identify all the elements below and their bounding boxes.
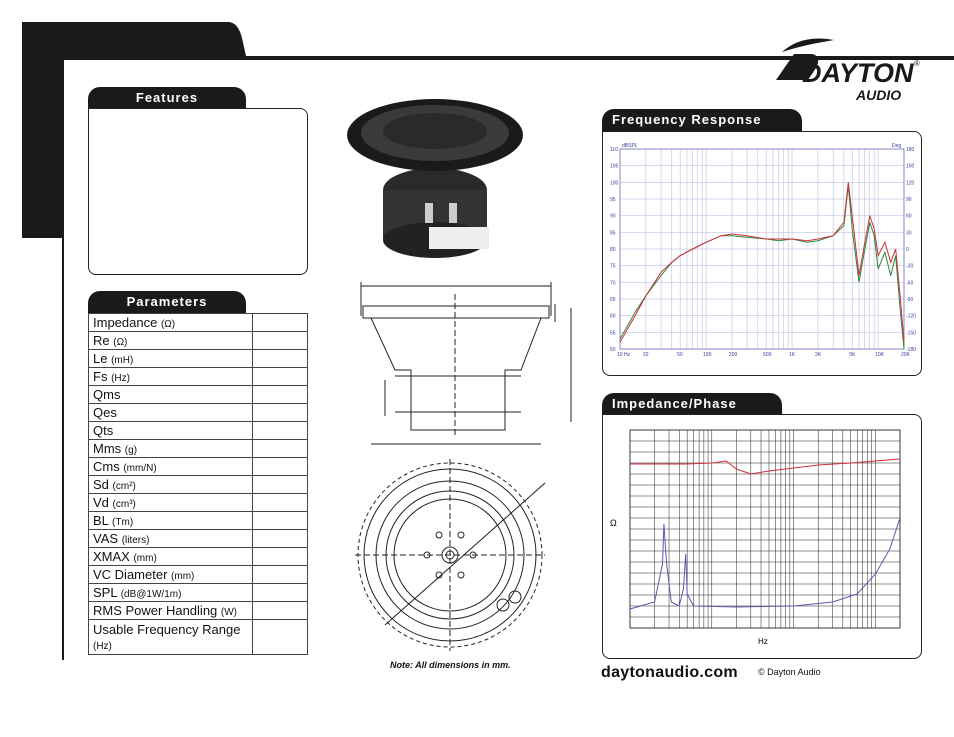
freq-x-tick: 5K [849,352,856,358]
parameter-unit: (mH) [111,355,134,366]
parameter-name: Vd [93,495,109,510]
logo-sub: AUDIO [856,87,902,102]
parameters-tab: Parameters [88,291,246,313]
parameter-row [89,566,308,584]
impedance-phase-chart [602,414,922,659]
parameter-label [89,530,253,548]
freq-y-right-tick: 120 [906,180,915,187]
freq-y-left-tick: 75 [610,263,616,270]
parameter-name: BL [93,513,109,528]
freq-x-tick: 500 [763,352,772,358]
freq-y-left-tick: 110 [610,147,618,153]
logo-swoosh-icon [782,39,834,53]
impedance-tab: Impedance/Phase [602,393,782,415]
footer-copyright: © Dayton Audio [758,667,821,677]
parameter-label [89,548,253,566]
parameter-row [89,548,308,566]
parameter-unit: (Ω) [160,319,176,330]
parameter-value [252,512,307,530]
parameter-unit: (liters) [121,535,150,546]
parameter-value [252,368,307,386]
freq-y-left-tick: 50 [610,347,616,353]
freq-y-right-tick: 60 [906,213,912,220]
dimensions-note: Note: All dimensions in mm. [390,660,511,670]
freq-y-right-tick: -90 [906,297,914,303]
freq-y-right-tick: -120 [906,313,917,320]
parameter-row [89,620,308,655]
parameter-value [252,584,307,602]
freq-y-right-tick: 0 [906,247,909,253]
parameter-value [252,458,307,476]
parameter-unit: (Hz) [93,641,112,652]
freq-x-tick: 200 [728,352,738,358]
freq-y-left-tick: 105 [610,163,619,170]
parameter-unit: (mm) [171,571,195,582]
parameter-label [89,422,253,440]
freq-y-left-tick: 100 [610,180,619,187]
freq-right-unit: Deg [892,143,902,149]
parameter-unit: (mm) [133,553,157,564]
parameter-row [89,386,308,404]
parameter-name: VC Diameter [93,567,168,582]
parameter-name: Le [93,351,108,366]
parameter-row [89,422,308,440]
parameter-name: SPL [93,585,118,600]
freq-y-left-tick: 70 [610,280,616,287]
parameter-name: VAS [93,531,119,546]
parameter-label [89,602,253,620]
freq-left-unit: dBSPL [622,143,638,149]
parameter-value [252,494,307,512]
freq-x-tick: 10 Hz [617,352,631,358]
logo-reg: ® [914,59,920,68]
freq-y-right-tick: -60 [906,280,914,287]
parameter-unit: (W) [220,607,238,618]
parameter-name: Cms [93,459,120,474]
parameter-row [89,368,308,386]
parameter-row [89,530,308,548]
freq-y-right-tick: 180 [906,147,915,153]
imp-magnitude-curve [630,518,900,609]
parameter-label [89,584,253,602]
parameter-unit: (cm³) [112,499,136,510]
parameter-label [89,386,253,404]
parameter-label [89,476,253,494]
parameter-value [252,602,307,620]
parameter-label [89,458,253,476]
parameter-label [89,494,253,512]
parameter-name: Fs [93,369,108,384]
freq-y-right-tick: 90 [906,197,912,203]
side-view-drawing [355,280,580,460]
parameter-name: Re [93,333,110,348]
freq-x-tick: 20K [901,352,910,358]
freq-y-right-tick: -180 [906,347,917,353]
parameter-row [89,314,308,332]
parameter-row [89,584,308,602]
parameter-unit: (cm²) [112,481,136,492]
freq-y-left-tick: 65 [610,297,616,303]
freq-y-left-tick: 60 [610,313,616,320]
parameter-value [252,440,307,458]
imp-y-label: Ω [610,518,617,528]
parameter-row [89,332,308,350]
logo-name: DAYTON [802,58,914,88]
freq-y-left-tick: 95 [610,197,616,203]
parameter-label [89,368,253,386]
parameter-label [89,620,253,655]
parameter-name: Usable Frequency Range [93,622,241,637]
freq-series-green [620,186,904,349]
parameter-name: Mms [93,441,122,456]
parameter-label [89,350,253,368]
freq-x-tick: 2K [814,352,822,358]
frequency-tab: Frequency Response [602,109,802,131]
parameter-value [252,404,307,422]
parameter-row [89,494,308,512]
freq-series-red [620,182,904,342]
footer-url[interactable]: daytonaudio.com [601,664,738,681]
freq-y-right-tick: 30 [906,230,912,237]
imp-x-label: Hz [758,637,768,646]
freq-y-left-tick: 90 [610,213,616,220]
parameter-label [89,332,253,350]
parameter-row [89,512,308,530]
freq-x-tick: 100 [703,352,712,358]
imp-phase-curve [630,459,900,474]
parameter-value [252,422,307,440]
freq-x-tick: 1K [789,352,796,358]
parameter-unit: (mm/N) [123,463,157,474]
frequency-response-chart [602,131,922,376]
parameter-value [252,620,307,655]
parameter-row [89,602,308,620]
parameter-label [89,566,253,584]
parameter-value [252,386,307,404]
parameter-value [252,548,307,566]
parameter-name: Qes [93,405,117,420]
parameter-name: Impedance [93,315,158,330]
parameter-label [89,314,253,332]
parameter-label [89,512,253,530]
parameter-label [89,440,253,458]
parameter-name: Qms [93,387,121,402]
parameter-unit: (Hz) [111,373,130,384]
parameter-unit: (Tm) [112,517,134,528]
parameter-label [89,404,253,422]
freq-y-left-tick: 85 [610,230,616,237]
parameter-name: Qts [93,423,114,438]
freq-y-left-tick: 55 [610,330,616,337]
parameter-value [252,530,307,548]
freq-y-right-tick: 150 [906,163,915,170]
parameter-unit: (g) [124,445,138,456]
parameter-name: RMS Power Handling [93,603,218,618]
features-box [88,108,308,275]
parameter-row [89,404,308,422]
parameters-table [88,313,308,655]
freq-y-right-tick: -150 [906,330,917,337]
parameter-row [89,476,308,494]
parameter-value [252,314,307,332]
dayton-audio-logo [772,22,922,102]
freq-y-left-tick: 80 [610,247,616,253]
parameter-unit: (Ω) [113,337,128,348]
parameter-row [89,458,308,476]
parameter-value [252,332,307,350]
parameter-row [89,350,308,368]
freq-x-tick: 20 [642,352,649,358]
parameter-name: Sd [93,477,109,492]
parameter-value [252,566,307,584]
speaker-photo [345,95,525,265]
parameter-unit: (dB@1W/1m) [120,589,182,600]
top-view-drawing [355,455,550,655]
freq-y-right-tick: -30 [906,263,914,270]
parameter-name: XMAX [93,549,130,564]
parameter-value [252,350,307,368]
features-tab: Features [88,87,246,109]
parameter-value [252,476,307,494]
freq-x-tick: 50 [677,352,683,358]
freq-x-tick: 10K [875,352,885,358]
parameter-row [89,440,308,458]
